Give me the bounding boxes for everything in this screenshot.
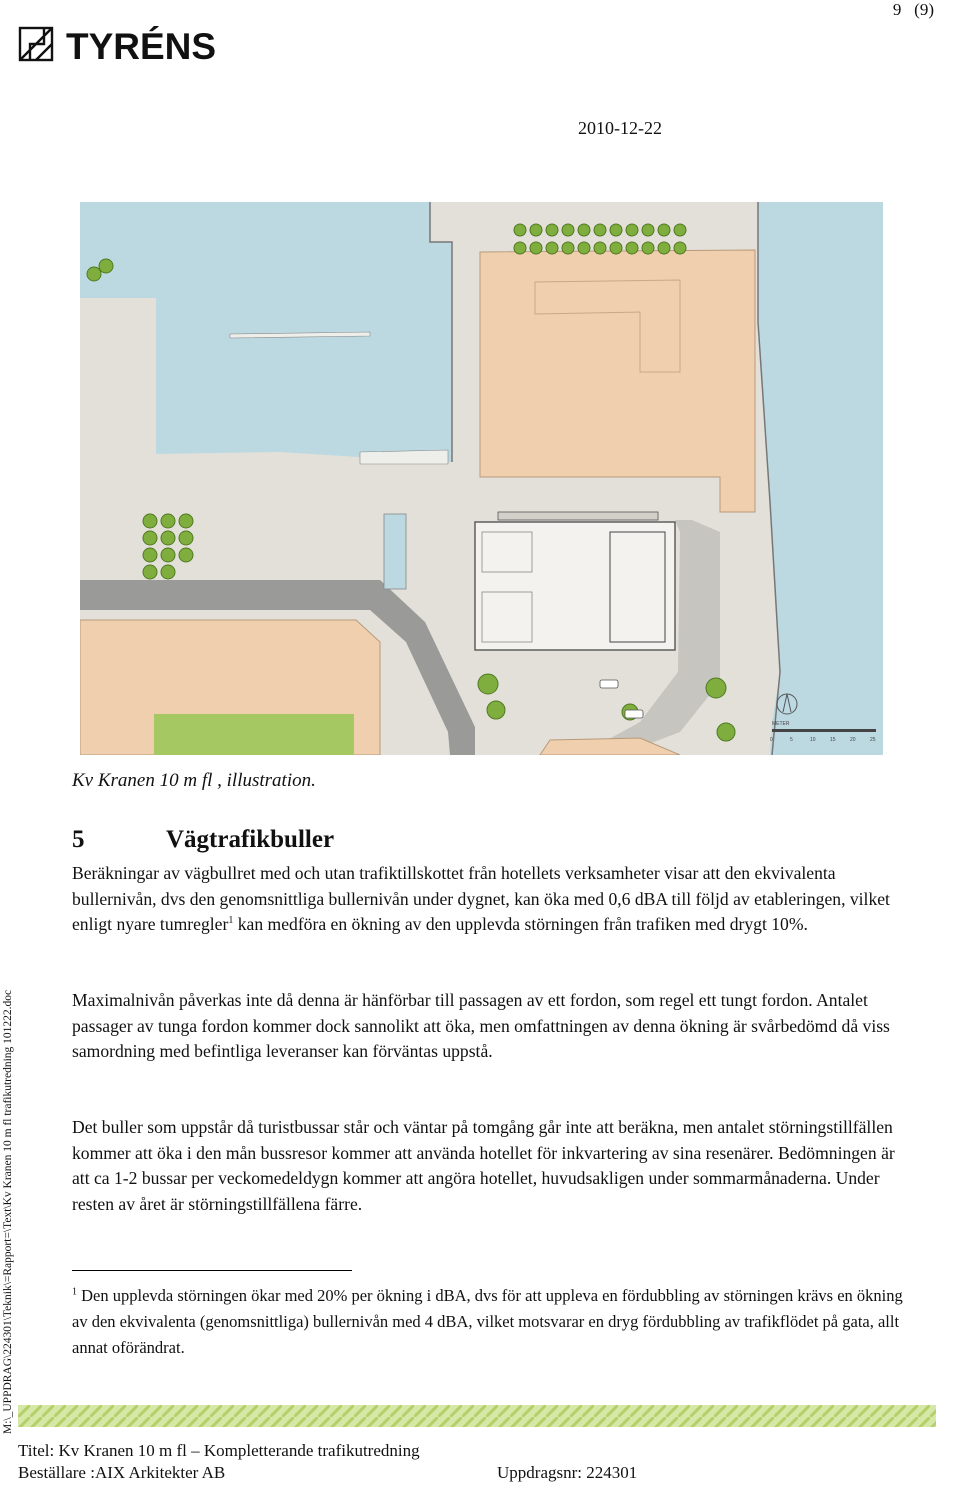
scale-bar <box>772 729 876 732</box>
footnote-divider <box>72 1270 352 1271</box>
footnote-mark: 1 <box>72 1286 77 1298</box>
section-number: 5 <box>72 826 85 853</box>
document-file-path: M:\_UPPDRAG\224301\Teknik\=Rapport=\Text\Kv Kranen 10 m fl trafikutredning 101222.doc <box>2 989 14 1434</box>
footer-client: Beställare :AIX Arkitekter AB <box>18 1463 226 1482</box>
site-plan-illustration <box>80 202 883 755</box>
paragraph-3: Det buller som uppstår då turistbussar står och väntar på tomgång går inte att beräkna, men antalet störningstillfällen kommer att öka i den mån bussresor kommer att använda hotellet för inkvartering av sina resenärer. Bedömningen är att ca 1-2 bussar per veckomedeldygn kommer att angöra hotellet, huvudsakligen under sommarmånaderna. Under resten av året är störningstillfällena färre. <box>72 1117 895 1214</box>
scale-tick: 15 <box>830 737 836 743</box>
company-name: TYRÉNS <box>66 26 217 67</box>
scale-tick: 10 <box>810 737 816 743</box>
footer-title: Titel: Kv Kranen 10 m fl – Kompletterande trafikutredning <box>18 1441 420 1460</box>
page-number: 9 (9) <box>892 0 934 19</box>
footnote: $^1$ Den upplevda störningen ökar med 20% per ökning i dBA, dvs för att uppleva en fördubbling av störningen krävs en ökning av den ekvivalenta (genomsnittliga) bullernivån med 4 dBA, vilket motsvarar en dryg fördubbling av trafikflödet på gata, allt annat oförändrat. <box>72 1286 903 1357</box>
footnote-reference: 1 <box>228 915 234 927</box>
paragraph-1: Beräkningar av vägbullret med och utan trafiktillskottet från hotellets verksamheter visar att den ekvivalenta bullernivån, dvs den genomsnittliga bullernivån under dygnet, kan öka med 0,6 dBA till följd av etableringen, vilket enligt nyare tumregler$^1$ kan medföra en ökning av den upplevda störningen från trafiken med drygt 10%. <box>72 863 890 934</box>
figure-caption: Kv Kranen 10 m fl , illustration. <box>72 770 316 791</box>
document-date: 2010-12-22 <box>578 118 662 138</box>
paragraph-2: Maximalnivån påverkas inte då denna är hänförbar till passagen av ett fordon, som regel ett tungt fordon. Antalet passager av tunga fordon kommer dock sannolikt att öka, men omfattningen av denna ökning är svårbedömd då viss samordning med befintliga leveranser kan förväntas uppstå. <box>72 990 890 1061</box>
hotel-ground-floor <box>475 522 675 650</box>
courtyard-lawn <box>154 714 354 755</box>
scale-label: METER <box>772 721 790 727</box>
building-large <box>480 250 755 512</box>
section-title: Vägtrafikbuller <box>166 826 335 853</box>
tyrens-logo <box>18 20 258 68</box>
footer-order-number: Uppdragsnr: 224301 <box>497 1463 638 1482</box>
footer-decorative-band <box>18 1405 936 1427</box>
scale-tick: 5 <box>790 737 793 743</box>
scale-tick: 0 <box>770 737 773 743</box>
scale-tick: 25 <box>870 737 876 743</box>
section-heading <box>72 826 334 854</box>
scale-tick: 20 <box>850 737 856 743</box>
